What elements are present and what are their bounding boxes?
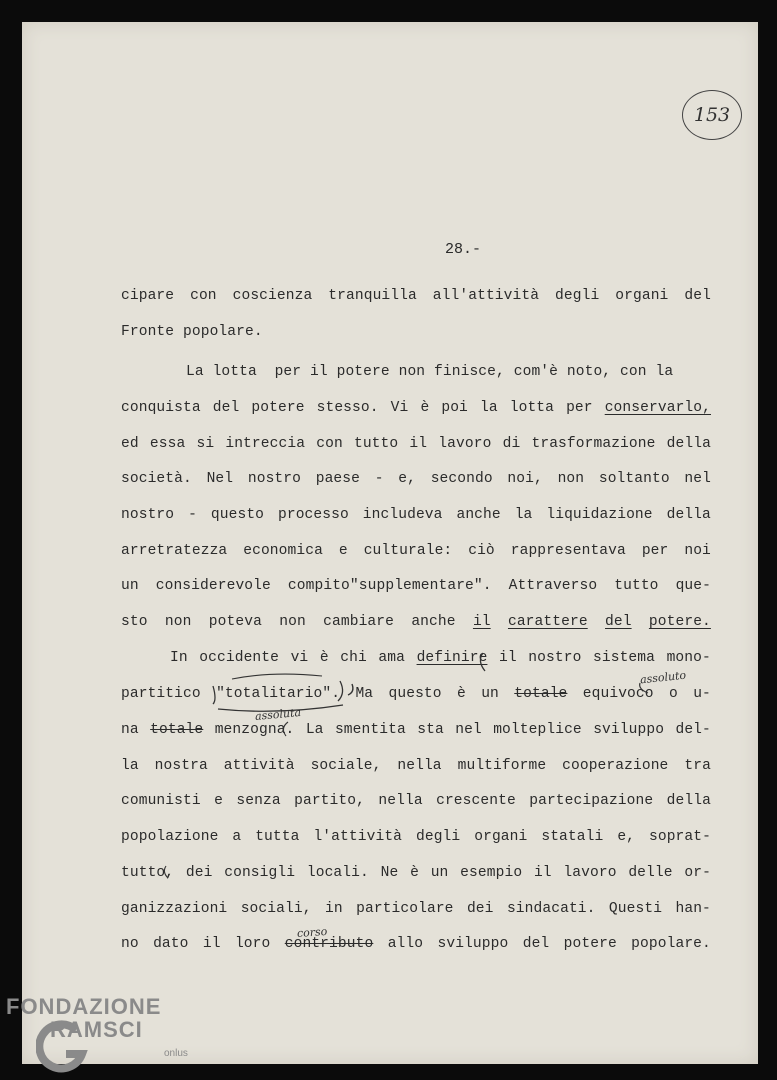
word: conservarlo, [604, 400, 711, 416]
word: attività [223, 758, 295, 774]
word: potere [563, 936, 617, 952]
word: culturale: [363, 543, 453, 559]
word: tutto [353, 436, 399, 452]
word: economica [243, 543, 323, 559]
word: noi, [507, 471, 543, 487]
word: conquista [121, 400, 201, 416]
word: degli [415, 829, 461, 845]
word: della [666, 793, 711, 809]
word: secondo [430, 471, 493, 487]
word: non [164, 614, 192, 630]
word: questo [388, 686, 442, 702]
word: partecipazione [529, 793, 654, 809]
word: potere [251, 400, 305, 416]
word: Ma [355, 686, 374, 702]
text-line [121, 936, 711, 952]
word: poteva [208, 614, 262, 630]
word: e, [617, 829, 636, 845]
word: - [188, 507, 197, 523]
word: considerevole [155, 578, 271, 594]
word: intreccia [225, 436, 306, 452]
word: or- [684, 865, 711, 881]
word: è [410, 865, 419, 881]
word: equivoco [582, 686, 654, 702]
word: In [170, 650, 188, 666]
word: del- [675, 722, 711, 738]
word: molteplice [493, 722, 582, 738]
word: nella [397, 758, 442, 774]
word: lavoro [563, 865, 617, 881]
word: compito"supplementare". [287, 578, 492, 594]
logo-g-icon [36, 1020, 90, 1076]
word: un [430, 865, 449, 881]
word: nostro [121, 507, 175, 523]
word: tutto [614, 578, 659, 594]
word: includeva [362, 507, 443, 523]
word: sviluppo [437, 936, 509, 952]
page-number: 28.- [445, 241, 482, 258]
word: e [214, 793, 223, 809]
word: "totalitario". [216, 686, 341, 702]
word: totale [514, 686, 568, 702]
word: locali. [306, 865, 369, 881]
word: allo [387, 936, 424, 952]
word: sto [121, 614, 148, 630]
word: nostro [528, 650, 582, 666]
word: esempio [460, 865, 523, 881]
word: essa [149, 436, 186, 452]
word: la [479, 400, 498, 416]
word: è [420, 400, 430, 416]
word: popolare. [631, 936, 711, 952]
word: dato [153, 936, 189, 952]
annotation-assoluta: assoluta [254, 706, 302, 723]
word: liquidazione [546, 507, 653, 523]
word: poi [441, 400, 468, 416]
word: dei [466, 901, 494, 917]
word: sindacati. [506, 901, 596, 917]
word: rappresentava [510, 543, 626, 559]
text-line [121, 793, 711, 809]
line-text: La lotta per il potere non finisce, com'è noto, con la [186, 364, 674, 380]
word: stesso. [316, 400, 379, 416]
word: Questi [608, 901, 663, 917]
word: arretratezza [121, 543, 228, 559]
word: totale [150, 722, 204, 738]
word: menzogna. [214, 722, 295, 738]
word: trasformazione [531, 436, 656, 452]
word: organi [615, 288, 669, 304]
word: della [666, 436, 711, 452]
word: definire [416, 650, 488, 666]
word: il [499, 650, 517, 666]
word: processo [277, 507, 349, 523]
watermark-logo [6, 994, 188, 1059]
text-line [121, 722, 711, 738]
word: La [305, 722, 324, 738]
word: statali [541, 829, 604, 845]
word: delle [628, 865, 673, 881]
word: tutta [255, 829, 300, 845]
word: è [457, 686, 466, 702]
text-line [121, 400, 711, 416]
word: han- [675, 901, 711, 917]
word: anche [456, 507, 501, 523]
word: in [324, 901, 343, 917]
text-line [121, 614, 711, 630]
text-line [170, 650, 711, 666]
word: o [668, 686, 678, 702]
word: noi [684, 543, 711, 559]
word: Nel [206, 471, 234, 487]
word: partito, [294, 793, 365, 809]
word: a [232, 829, 242, 845]
word: soprat- [648, 829, 711, 845]
word: loro [234, 936, 271, 952]
text-line [121, 686, 711, 702]
text-line [121, 578, 711, 594]
annotation-corso: corso [296, 924, 328, 941]
word: mono- [666, 650, 711, 666]
word: carattere [507, 614, 588, 630]
word: l'attività [313, 829, 403, 845]
word: sociale, [310, 758, 382, 774]
word: società. [121, 471, 192, 487]
word: que- [675, 578, 711, 594]
word: tranquilla [328, 288, 417, 304]
word: un [481, 686, 499, 702]
word: Attraverso [508, 578, 598, 594]
word: è [319, 650, 329, 666]
word: sta [417, 722, 444, 738]
watermark-line2: RAMSCI [50, 1017, 143, 1042]
text-line [121, 829, 711, 845]
word: lotta [509, 400, 555, 416]
word: consigli [224, 865, 296, 881]
word: comunisti [121, 793, 201, 809]
annotation-assoluto: assoluto [639, 668, 687, 687]
folio-number: 153 [682, 90, 742, 140]
word: della [666, 507, 711, 523]
word: nella [378, 793, 423, 809]
word: del [212, 400, 240, 416]
word: la [514, 507, 533, 523]
word: si [196, 436, 215, 452]
word: soltanto [598, 471, 670, 487]
word: cooperazione [562, 758, 669, 774]
word: e [338, 543, 348, 559]
word: un [121, 578, 139, 594]
text-line [121, 865, 711, 881]
word: per [641, 543, 669, 559]
text-line [121, 758, 711, 774]
word: e, [398, 471, 416, 487]
word: smentita [334, 722, 406, 738]
word: nostra [154, 758, 208, 774]
text-line [121, 543, 711, 559]
word: tra [684, 758, 711, 774]
word: lavoro [438, 436, 492, 452]
word: per [566, 400, 593, 416]
word: partitico [121, 686, 201, 702]
word: il [409, 436, 428, 452]
word: contributo [284, 936, 374, 952]
word: degli [555, 288, 600, 304]
word: coscienza [232, 288, 313, 304]
word: di [502, 436, 521, 452]
watermark-line1: FONDAZIONE [6, 994, 162, 1019]
word: non [557, 471, 585, 487]
word: - [374, 471, 384, 487]
word: nostro [247, 471, 302, 487]
word: ganizzazioni [121, 901, 228, 917]
word: organi [474, 829, 528, 845]
word: Ne [380, 865, 399, 881]
word: occidente [199, 650, 280, 666]
word: del [522, 936, 550, 952]
text-line [121, 436, 711, 452]
word: del [684, 288, 711, 304]
text-line [121, 288, 711, 304]
word: cipare [121, 288, 175, 304]
word: dei [185, 865, 213, 881]
word: anche [411, 614, 456, 630]
word: crescente [436, 793, 516, 809]
word: nel [684, 471, 711, 487]
text-line [186, 364, 673, 380]
watermark-onlus: onlus [164, 1048, 188, 1059]
word: con [316, 436, 343, 452]
word: senza [236, 793, 281, 809]
word: chi [340, 650, 367, 666]
text-line [121, 471, 711, 487]
word: all'attività [432, 288, 540, 304]
word: del [605, 614, 632, 630]
word: il [202, 936, 221, 952]
word: con [190, 288, 217, 304]
word: sistema [593, 650, 656, 666]
word: particolare [356, 901, 454, 917]
word: popolazione [121, 829, 219, 845]
word: nel [455, 722, 482, 738]
word: vi [290, 650, 309, 666]
word: u- [693, 686, 711, 702]
word: cambiare [323, 614, 395, 630]
word: tutto, [121, 865, 175, 881]
line-text: Fronte popolare. [121, 324, 263, 340]
text-line [121, 507, 711, 523]
word: na [121, 722, 139, 738]
word: Vi [390, 400, 409, 416]
word: ciò [468, 543, 495, 559]
word: multiforme [457, 758, 547, 774]
word: la [121, 758, 139, 774]
text-line [121, 324, 263, 340]
word: questo [210, 507, 265, 523]
word: il [472, 614, 491, 630]
word: ama [378, 650, 405, 666]
word: sociali, [240, 901, 312, 917]
word: paese [315, 471, 361, 487]
word: potere. [648, 614, 711, 630]
word: no [121, 936, 139, 952]
word: non [279, 614, 306, 630]
word: sviluppo [593, 722, 665, 738]
text-line [121, 901, 711, 917]
word: ed [121, 436, 139, 452]
word: il [533, 865, 552, 881]
